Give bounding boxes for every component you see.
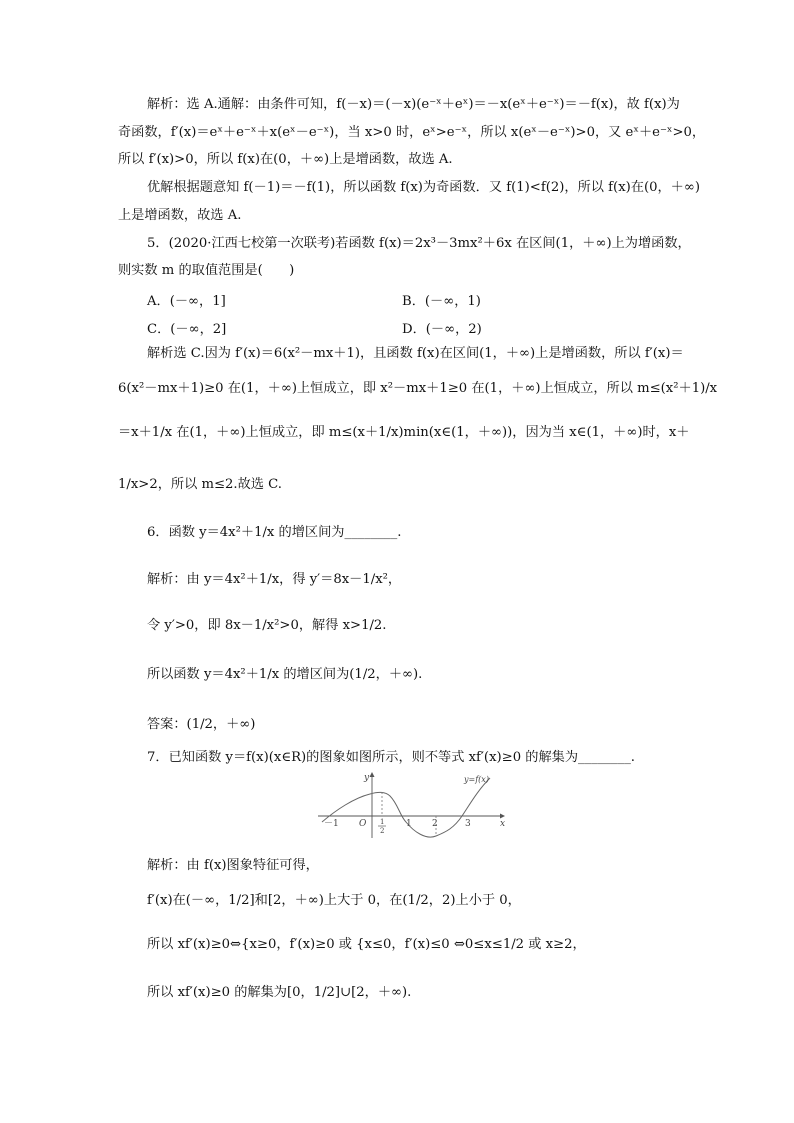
curve-label: y=f(x) [464,775,489,784]
text-line: 1/x>2，所以 m≤2.故选 C. [118,477,282,492]
text-line: 6(x²－mx＋1)≥0 在(1，＋∞)上恒成立，即 x²－mx＋1≥0 在(1，＋∞)上恒成立，所以 m≤(x²＋1)/x [118,381,718,396]
tick-half-num: 1 [380,818,385,826]
y-axis-label: y [364,773,370,783]
function-graph [314,770,510,840]
x-axis-label: x [500,819,506,829]
question-7: 7．已知函数 y＝f(x)(x∈R)的图象如图所示，则不等式 xf′(x)≥0 的解集为________. [147,750,635,765]
tick-1: 1 [406,819,412,829]
text-line: 所以函数 y＝4x²＋1/x 的增区间为(1/2，＋∞). [147,667,423,682]
option-b: B．(－∞，1) [402,294,481,309]
text-line: 解析：由 f(x)图象特征可得， [147,858,319,873]
text-line: 所以 xf′(x)≥0 的解集为[0，1/2]∪[2，＋∞). [147,985,412,1000]
text-line: 优解根据题意知 f(－1)＝－f(1)，所以函数 f(x)为奇函数．又 f(1)<f(2)，所以 f(x)在(0，＋∞) [147,180,701,195]
tick-neg1: －1 [324,819,339,829]
text-line: 所以 f′(x)>0，所以 f(x)在(0，＋∞)上是增函数，故选 A. [118,152,453,167]
question-5-stem: 则实数 m 的取值范围是( ) [118,263,295,278]
tick-2: 2 [432,819,438,829]
text-line: 上是增函数，故选 A. [118,208,242,223]
tick-3: 3 [465,819,471,829]
y-axis-arrow [370,772,375,777]
origin-label: O [359,819,367,829]
text-line: 令 y′>0，即 8x－1/x²>0，解得 x>1/2. [147,618,387,633]
question-5: 5．(2020·江西七校第一次联考)若函数 f(x)＝2x³－3mx²＋6x 在区间(1，＋∞)上为增函数， [147,236,691,251]
tick-half-den: 2 [380,827,385,835]
text-line: 所以 xf′(x)≥0⇔{x≥0，f′(x)≥0 或 {x≤0，f′(x)≤0 ⇔0≤x≤1/2 或 x≥2， [147,937,586,952]
option-a: A．(－∞，1] [147,294,226,309]
text-line: 解析：选 A.通解：由条件可知，f(－x)＝(－x)(e⁻ˣ＋eˣ)＝－x(eˣ＋e⁻ˣ)＝－f(x)，故 f(x)为 [147,97,680,112]
text-line: 解析选 C.因为 f′(x)＝6(x²－mx＋1)，且函数 f(x)在区间(1，＋∞)上是增函数，所以 f′(x)＝ [147,346,684,361]
option-d: D．(－∞，2) [402,322,482,337]
option-c: C．(－∞，2] [147,322,227,337]
question-6: 6．函数 y＝4x²＋1/x 的增区间为________. [147,525,402,540]
answer-line: 答案：(1/2，＋∞) [147,717,256,732]
x-axis-arrow [500,814,505,819]
text-line: ＝x＋1/x 在(1，＋∞)上恒成立，即 m≤(x＋1/x)min(x∈(1，＋∞))，因为当 x∈(1，＋∞)时，x＋ [118,425,690,440]
text-line: f′(x)在(－∞，1/2]和[2，＋∞)上大于 0，在(1/2，2)上小于 0， [147,893,521,908]
text-line: 奇函数，f′(x)＝eˣ＋e⁻ˣ＋x(eˣ－e⁻ˣ)，当 x>0 时，eˣ>e⁻ˣ，所以 x(eˣ－e⁻ˣ)>0，又 eˣ＋e⁻ˣ>0， [118,125,706,140]
text-line: 解析：由 y＝4x²＋1/x，得 y′＝8x－1/x²， [147,572,402,587]
